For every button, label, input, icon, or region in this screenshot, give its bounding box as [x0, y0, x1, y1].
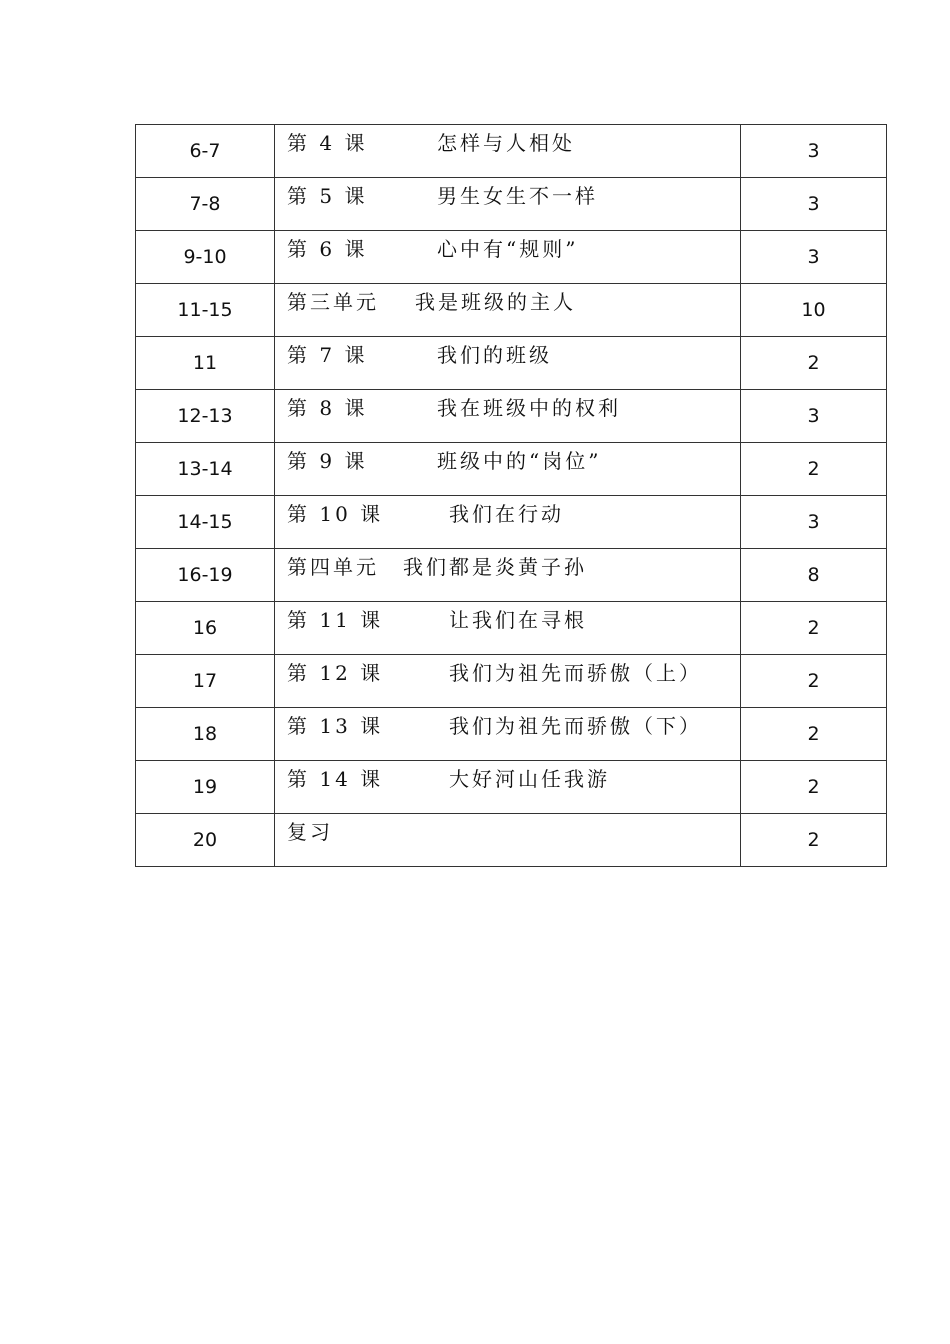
lesson-label: 第 9 课 [287, 449, 368, 473]
lesson-label: 第 12 课 [287, 661, 384, 685]
lesson-title: 心中有“规则” [437, 237, 579, 261]
unit-label: 第三单元 [287, 290, 379, 314]
table-row [136, 178, 887, 231]
lesson-label: 第 4 课 [287, 131, 368, 155]
content-cell [275, 708, 741, 761]
table-row [136, 125, 887, 178]
week-cell: 11-15 [136, 284, 275, 337]
table-row [136, 708, 887, 761]
lesson-title: 大好河山任我游 [449, 767, 610, 791]
hours-cell: 3 [741, 496, 887, 549]
table-row [136, 496, 887, 549]
hours-cell: 3 [741, 390, 887, 443]
hours-cell: 3 [741, 231, 887, 284]
hours-cell: 2 [741, 655, 887, 708]
hours-cell: 8 [741, 549, 887, 602]
week-cell: 16 [136, 602, 275, 655]
lesson-title: 我们在行动 [449, 502, 564, 526]
unit-title: 我们都是炎黄子孙 [403, 555, 587, 579]
week-cell: 9-10 [136, 231, 275, 284]
table-row [136, 655, 887, 708]
lesson-label: 第 11 课 [287, 608, 384, 632]
week-cell: 11 [136, 337, 275, 390]
lesson-label: 第 13 课 [287, 714, 384, 738]
lesson-label: 第 7 课 [287, 343, 368, 367]
hours-cell: 3 [741, 125, 887, 178]
unit-title: 我是班级的主人 [415, 290, 576, 314]
hours-cell: 2 [741, 443, 887, 496]
table-row [136, 814, 887, 867]
table-row [136, 443, 887, 496]
table-row [136, 231, 887, 284]
week-cell: 19 [136, 761, 275, 814]
lesson-label: 第 5 课 [287, 184, 368, 208]
content-cell [275, 178, 741, 231]
week-cell: 18 [136, 708, 275, 761]
week-cell: 20 [136, 814, 275, 867]
lesson-label: 第 10 课 [287, 502, 384, 526]
content-cell [275, 602, 741, 655]
hours-cell: 2 [741, 708, 887, 761]
lesson-title: 男生女生不一样 [437, 184, 598, 208]
week-cell: 13-14 [136, 443, 275, 496]
lesson-title: 怎样与人相处 [437, 131, 575, 155]
content-cell [275, 443, 741, 496]
hours-cell: 10 [741, 284, 887, 337]
lesson-title: 我们为祖先而骄傲（上） [449, 661, 702, 685]
week-cell: 14-15 [136, 496, 275, 549]
table-row [136, 284, 887, 337]
hours-cell: 2 [741, 814, 887, 867]
content-cell [275, 655, 741, 708]
table-row [136, 602, 887, 655]
lesson-title: 我们的班级 [437, 343, 552, 367]
lesson-title: 我在班级中的权利 [437, 396, 621, 420]
table-row [136, 549, 887, 602]
hours-cell: 3 [741, 178, 887, 231]
lesson-title: 我们为祖先而骄傲（下） [449, 714, 702, 738]
review-label: 复习 [287, 820, 333, 844]
schedule-body [136, 125, 887, 867]
week-cell: 6-7 [136, 125, 275, 178]
content-cell [275, 496, 741, 549]
content-cell [275, 549, 741, 602]
content-cell [275, 231, 741, 284]
content-cell [275, 125, 741, 178]
week-cell: 12-13 [136, 390, 275, 443]
content-cell [275, 761, 741, 814]
lesson-title: 让我们在寻根 [449, 608, 587, 632]
lesson-title: 班级中的“岗位” [437, 449, 602, 473]
content-cell [275, 337, 741, 390]
lesson-label: 第 8 课 [287, 396, 368, 420]
lesson-schedule-table [135, 124, 887, 867]
week-cell: 7-8 [136, 178, 275, 231]
table-row [136, 761, 887, 814]
unit-label: 第四单元 [287, 555, 379, 579]
week-cell: 17 [136, 655, 275, 708]
content-cell [275, 814, 741, 867]
lesson-label: 第 14 课 [287, 767, 384, 791]
hours-cell: 2 [741, 337, 887, 390]
table-row [136, 390, 887, 443]
week-cell: 16-19 [136, 549, 275, 602]
content-cell [275, 390, 741, 443]
hours-cell: 2 [741, 761, 887, 814]
lesson-label: 第 6 课 [287, 237, 368, 261]
hours-cell: 2 [741, 602, 887, 655]
table-row [136, 337, 887, 390]
content-cell [275, 284, 741, 337]
